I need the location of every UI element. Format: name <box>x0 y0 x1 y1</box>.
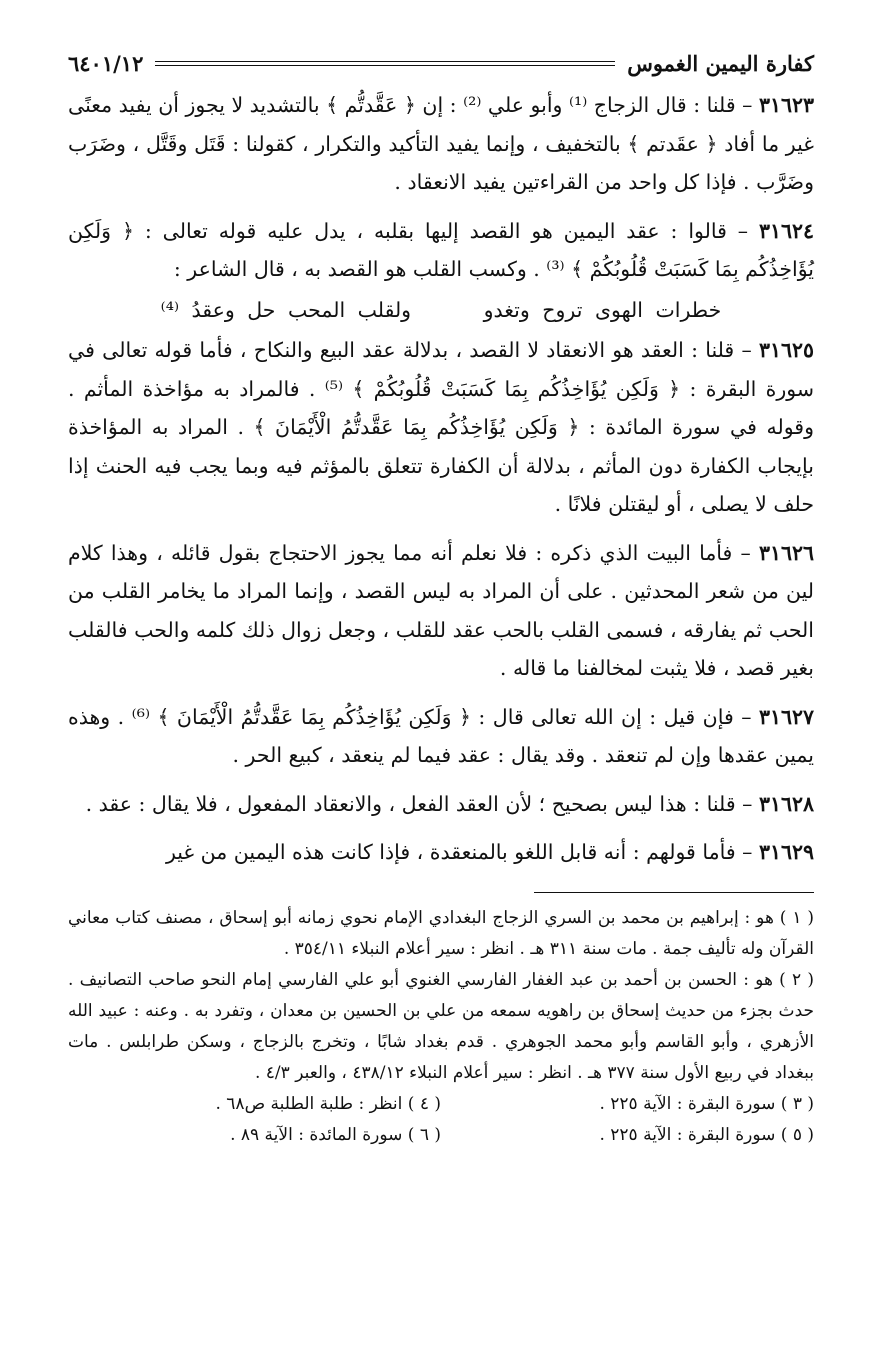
footnote-6: ( ٦ ) سورة المائدة : الآية ٨٩ . <box>230 1124 441 1145</box>
paragraph-text: – قلنا : هذا ليس بصحيح ؛ لأن العقد الفعل ، والانعقاد المفعول ، فلا يقال : عقد . <box>85 791 759 816</box>
footnote-1: ( ١ ) هو : إبراهيم بن محمد بن السري الزجاج البغدادي الإمام نحوي زمانه أبو إسحاق ، مصنف كتاب معاني القرآن وله تأليف جمة . مات سنة ٣١١ هـ . انظر : سير أعلام النبلاء ٣٥٤/١١ . <box>68 907 814 959</box>
paragraph-31625 <box>68 331 814 524</box>
footnote-4: ( ٤ ) انظر : طلبة الطلبة ص٦٨ . <box>215 1093 441 1114</box>
paragraph-31629 <box>68 833 814 872</box>
paragraph-number: ٣١٦٢٨ <box>758 791 814 816</box>
paragraph-text: – قالوا : عقد اليمين هو القصد إليها بقلبه ، يدل عليه قوله تعالى : ﴿ وَلَكِن يُؤَاخِذُكُم بِمَا كَسَبَتْ قُلُوبُكُمْ ﴾ ⁽³⁾ . وكسب القلب هو القصد به ، قال الشاعر : <box>68 218 814 281</box>
running-header <box>68 40 814 86</box>
paragraph-31627 <box>68 698 814 775</box>
page-number: ٦٤٠١/١٢ <box>68 50 144 76</box>
footnote-3: ( ٣ ) سورة البقرة : الآية ٢٢٥ . <box>599 1093 814 1114</box>
paragraph-text: – فأما قولهم : أنه قابل اللغو بالمنعقدة ، فإذا كانت هذه اليمين من غير <box>165 840 759 864</box>
chapter-title: كفارة اليمين الغموس <box>627 50 814 76</box>
paragraph-31623 <box>68 86 814 202</box>
verse-second-hemistich: ولقلب المحب حل وعقدُ ⁽⁴⁾ <box>160 297 412 322</box>
paragraph-text: – فأما البيت الذي ذكره : فلا نعلم أنه مما يجوز الاحتجاج بقول قائله ، وهذا كلام لين من شعر المحدثين . على أن المراد به ليس القصد ، وإنما المراد ما يخامر القلب من الحب ثم يفارقه ، فسمى القلب بالحب عقد للقلب ، وجعل زوال ذلك كلمه والحب فالقلب بغير قصد ، فلا يثبت لمخالفنا ما قاله . <box>68 540 814 680</box>
footnote-separator <box>534 892 814 893</box>
header-rule <box>155 61 615 66</box>
footnote-5: ( ٥ ) سورة البقرة : الآية ٢٢٥ . <box>599 1124 814 1145</box>
paragraph-number: ٣١٦٢٧ <box>758 704 814 729</box>
paragraph-31628 <box>68 785 814 824</box>
paragraph-number: ٣١٦٢٦ <box>758 540 814 565</box>
paragraph-number: ٣١٦٢٤ <box>758 218 814 243</box>
paragraph-number: ٣١٦٢٩ <box>758 840 814 864</box>
book-page <box>68 40 814 1151</box>
paragraph-text: – قلنا : العقد هو الانعقاد لا القصد ، بدلالة عقد البيع والنكاح ، فأما قوله تعالى في سورة البقرة : ﴿ وَلَكِن يُؤَاخِذُكُم بِمَا كَسَبَتْ قُلُوبُكُمْ ﴾ ⁽⁵⁾ . فالمراد به مؤاخذة المأثم . وقوله في سورة المائدة : ﴿ وَلَكِن يُؤَاخِذُكُم بِمَا عَقَّدتُّمُ الْأَيْمَانَ ﴾ . المراد به المؤاخذة بإيجاب الكفارة دون المأثم ، بدلالة أن الكفارة تتعلق بالمؤثم فيه وبما يجب فيه الحنث إذا حلف لا يصلى ، أو ليقتلن فلانًا . <box>68 338 814 516</box>
verse-first-hemistich: خطرات الهوى تروح وتغدو <box>483 297 722 322</box>
paragraph-number: ٣١٦٢٥ <box>758 338 814 362</box>
paragraph-31624 <box>68 212 814 289</box>
paragraph-text: – فإن قيل : إن الله تعالى قال : ﴿ وَلَكِن يُؤَاخِذُكُم بِمَا عَقَّدتُّمُ الْأَيْمَانَ ﴾ ⁽⁶⁾ . وهذه يمين عقدها وإن لم تنعقد . وقد يقال : عقد فيما لم ينعقد ، كبيع الحر . <box>68 704 814 767</box>
paragraph-number: ٣١٦٢٣ <box>758 93 815 117</box>
paragraph-31626 <box>68 534 814 688</box>
footnote-2: ( ٢ ) هو : الحسن بن أحمد بن عبد الغفار الفارسي الغنوي أبو علي الفارسي إمام النحو صاحب التصانيف . حدث بجزء من حديث إسحاق بن راهويه سمعه من علي بن الحسين بن معدان ، وتفرد به . وعنه : عبيد الله الأزهري ، وأبو القاسم وأبو محمد الجوهري . قدم بغداد شابًا ، وتخرج بالزجاج ، وسكن طرابلس . مات ببغداد في ربيع الأول سنة ٣٧٧ هـ . انظر : سير أعلام النبلاء ٤٣٨/١٢ ، والعبر ٤/٣ . <box>68 969 814 1083</box>
poetry-verse <box>68 291 814 330</box>
paragraph-text: – قلنا : قال الزجاج ⁽¹⁾ وأبو علي ⁽²⁾ : إن ﴿ عَقَّدتُّم ﴾ بالتشديد لا يجوز أن يفيد معنًى غير ما أفاد ﴿ عقَدتم ﴾ بالتخفيف ، وإنما يفيد التأكيد والتكرار ، كقولنا : قَتَل وقَتَّل ، وضَرَب وضَرَّب . فإذا كل واحد من القراءتين يفيد الانعقاد . <box>68 93 814 194</box>
footnotes-short-grid <box>68 1089 814 1151</box>
